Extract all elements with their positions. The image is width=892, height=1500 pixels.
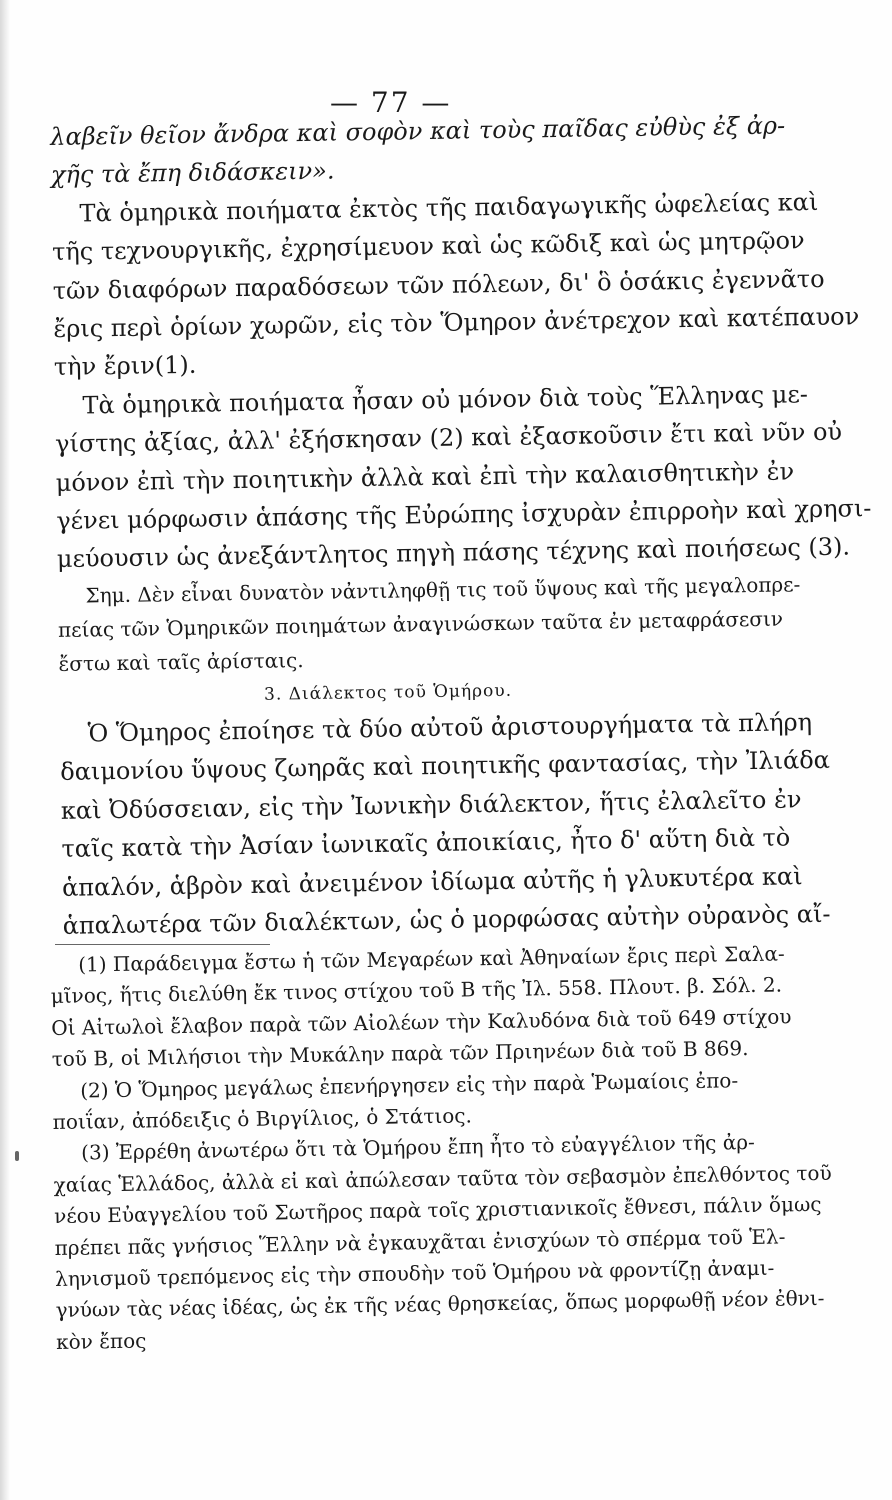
footnote-divider — [55, 944, 270, 945]
text-line: δαιμονίου ὕψους ζωηρᾶς καὶ ποιητικῆς φαντασίας, τὴν Ἰλιάδα — [60, 746, 831, 787]
scan-shadow-edge — [0, 0, 10, 1500]
page-number: — 77 — — [330, 86, 452, 119]
footnote-line: πρέπει πᾶς γνήσιος Ἕλλην νὰ ἐγκαυχᾶται ἐνισχύων τὸ σπέρμα τοῦ Ἑλ- — [54, 1224, 786, 1260]
text-line: μεύουσιν ὡς ἀνεξάντλητος πηγὴ πάσης τέχνης καὶ ποιήσεως (3). — [56, 532, 851, 574]
text-line: τῶν διαφόρων παραδόσεων τῶν πόλεων, δι' ὃ ὁσάκις ἐγεννᾶτο — [52, 264, 825, 305]
text-line: ταῖς κατὰ τὴν Ἀσίαν ἰωνικαῖς ἀποικίαις, ἦτο δ' αὕτη διὰ τὸ — [61, 823, 791, 864]
paragraph-start-line: Τὰ ὁμηρικὰ ποιήματα ἐκτὸς τῆς παιδαγωγικῆς ὠφελείας καὶ — [79, 187, 819, 228]
footnote-line: κὸν ἔπος — [55, 1328, 147, 1354]
footnotes-block — [50, 939, 832, 1359]
text-line: μόνον ἐπὶ τὴν ποιητικὴν ἀλλὰ καὶ ἐπὶ τὴν καλαισθητικὴν ἐν — [55, 457, 795, 497]
text-line: τῆς τεχνουργικῆς, ἐχρησίμευον καὶ ὡς κῶδιξ καὶ ὡς μητρῷον — [51, 226, 805, 267]
note-line: πείας τῶν Ὁμηρικῶν ποιημάτων ἀναγινώσκων ταῦτα ἐν μεταφράσεσιν — [57, 606, 784, 642]
text-line: ἁπαλόν, ἁβρὸν καὶ ἀνειμένον ἰδίωμα αὐτῆς ἡ γλυκυτέρα καὶ — [61, 861, 803, 902]
footnote-line: (3) Ἐρρέθη ἀνωτέρω ὅτι τὰ Ὁμήρου ἔπη ἦτο τὸ εὐαγγέλιον τῆς ἀρ- — [81, 1130, 755, 1165]
footnote-line: μῖνος, ἥτις διελύθη ἔκ τινος στίχου τοῦ Β τῆς Ἰλ. 558. Πλουτ. β. Σόλ. 2. — [50, 972, 783, 1009]
paragraph-start-line: Τὰ ὁμηρικὰ ποιήματα ἦσαν οὐ μόνον διὰ τοὺς Ἕλληνας με- — [82, 379, 809, 420]
text-line: καὶ Ὀδύσσειαν, εἰς τὴν Ἰωνικὴν διάλεκτον, ἥτις ἐλαλεῖτο ἐν — [60, 784, 802, 825]
footnote-line: τοῦ Β, οἱ Μιλήσιοι τὴν Μυκάλην παρὰ τῶν Πριηνέων διὰ τοῦ Β 869. — [51, 1036, 749, 1072]
margin-ink-mark — [15, 1151, 19, 1161]
paragraph-start-line: Ὁ Ὅμηρος ἐποίησε τὰ δύο αὐτοῦ ἀριστουργήματα τὰ πλήρη — [87, 707, 813, 748]
text-line: γίστης ἀξίας, ἀλλ' ἐξήσκησαν (2) καὶ ἐξασκοῦσιν ἔτι καὶ νῦν οὐ — [54, 417, 843, 459]
footnote-line: ποιΐαν, ἀπόδειξις ὁ Βιργίλιος, ὁ Στάτιος. — [52, 1103, 473, 1135]
text-line: τὴν ἔριν(1). — [53, 351, 197, 382]
section-heading: 3. Διάλεκτος τοῦ Ὁμήρου. — [263, 680, 513, 705]
footnote-line: (1) Παράδειγμα ἔστω ἡ τῶν Μεγαρέων καὶ Ἀθηναίων ἔρις περὶ Σαλα- — [78, 941, 785, 977]
footnote-line: (2) Ὁ Ὅμηρος μεγάλως ἐπενήργησεν εἰς τὴν παρὰ Ῥωμαίοις ἐπο- — [80, 1067, 739, 1103]
footnote-line: γνύων τὰς νέας ἰδέας, ὡς ἐκ τῆς νέας θρησκείας, ὅπως μορφωθῇ νέον ἐθνι- — [55, 1286, 825, 1323]
text-line: γένει μόρφωσιν ἁπάσης τῆς Εὐρώπης ἰσχυρὰν ἐπιρροὴν καὶ χρησι- — [56, 494, 872, 536]
footnote-line: νέου Εὐαγγελίου τοῦ Σωτῆρος παρὰ τοῖς χριστιανικοῖς ἔθνεσι, πάλιν ὅμως — [53, 1192, 822, 1229]
text-line: ἔρις περὶ ὁρίων χωρῶν, εἰς τὸν Ὅμηρον ἀνέτρεχον καὶ κατέπαυον — [53, 302, 860, 344]
main-text-block — [50, 107, 872, 946]
footnote-line: ληνισμοῦ τρεπόμενος εἰς τὴν σπουδὴν τοῦ Ὁμήρου νὰ φροντίζῃ ἀναμι- — [54, 1255, 775, 1292]
text-line: λαβεῖν θεῖον ἄνδρα καὶ σοφὸν καὶ τοὺς παῖδας εὐθὺς ἐξ ἀρ- — [50, 111, 786, 151]
text-line: χῆς τὰ ἔπη διδάσκειν». — [50, 156, 335, 190]
note-line: ἔστω καὶ ταῖς ἀρίσταις. — [58, 647, 304, 676]
footnote-line: Οἱ Αἰτωλοὶ ἔλαβον παρὰ τῶν Αἰολέων τὴν Καλυδόνα διὰ τοῦ 649 στίχου — [51, 1004, 792, 1040]
footnote-line: χαίας Ἑλλάδος, ἀλλὰ εἰ καὶ ἀπώλεσαν ταῦτα τὸν σεβασμὸν ἐπελθόντος τοῦ — [53, 1160, 832, 1197]
note-line: Σημ. Δὲν εἶναι δυνατὸν νἀντιληφθῇ τις τοῦ ὕψους καὶ τῆς μεγαλοπρε- — [85, 572, 801, 608]
text-line: ἁπαλωτέρα τῶν διαλέκτων, ὡς ὁ μορφώσας αὐτὴν οὐρανὸς αἴ- — [62, 899, 831, 940]
